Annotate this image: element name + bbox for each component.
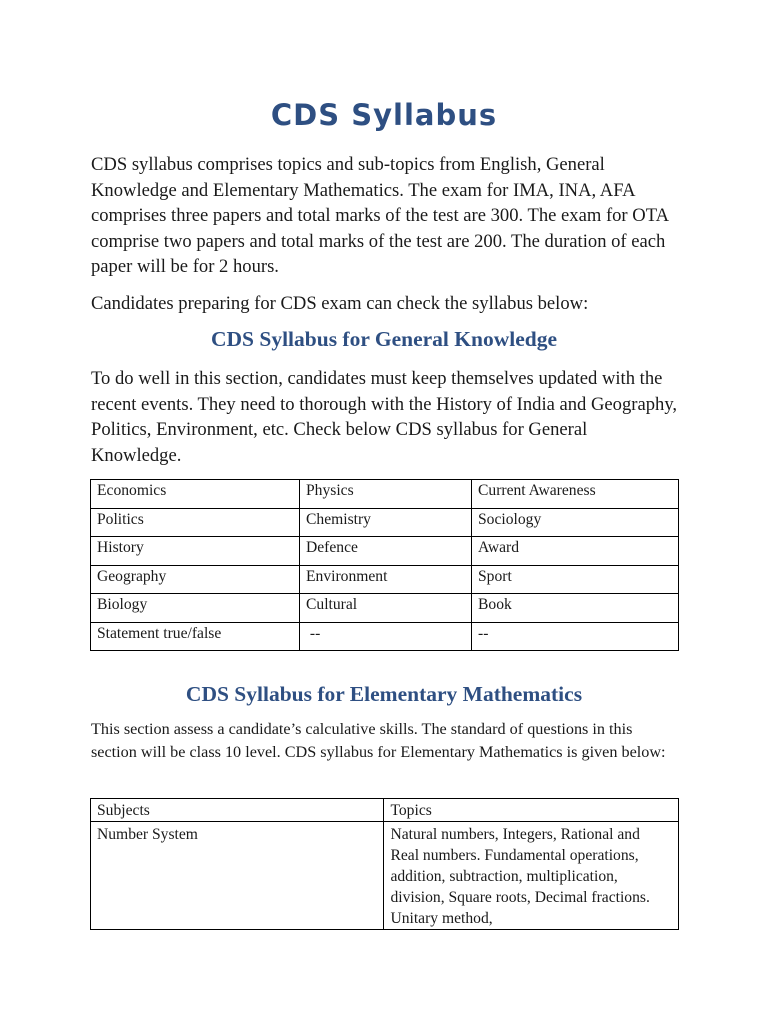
table-cell: Cultural: [300, 594, 472, 623]
table-row: [91, 594, 679, 623]
table-header-cell: Subjects: [91, 799, 384, 822]
gk-section-paragraph: To do well in this section, candidates must keep themselves updated with the recent events. They need to thorough with the History of India and Geography, Politics, Environment, etc. Check below CDS syllabus for General Knowledge.: [91, 368, 678, 466]
table-cell: --: [472, 622, 679, 651]
table-cell: Statement true/false: [91, 622, 300, 651]
table-row: [91, 565, 679, 594]
gk-section-heading: CDS Syllabus for General Knowledge: [210, 327, 557, 351]
table-cell: Defence: [300, 537, 472, 566]
table-cell: Natural numbers, Integers, Rational and Real numbers. Fundamental operations, addition, subtraction, multiplication, division, Square roots, Decimal fractions. Unitary method,: [384, 822, 679, 930]
table-cell: Number System: [91, 822, 384, 930]
table-row: [91, 480, 679, 509]
table-cell: Sociology: [472, 508, 679, 537]
math-section-heading: CDS Syllabus for Elementary Mathematics: [185, 682, 583, 706]
table-row: [91, 508, 679, 537]
table-cell: History: [91, 537, 300, 566]
table-cell: Politics: [91, 508, 300, 537]
intro-paragraph: CDS syllabus comprises topics and sub-topics from English, General Knowledge and Elementary Mathematics. The exam for IMA, INA, AFA comprises three papers and total marks of the test are 300. The exam for OTA comprise two papers and total marks of the test are 200. The duration of each paper will be for 2 hours.: [91, 154, 668, 277]
table-cell: Economics: [91, 480, 300, 509]
math-section-paragraph: This section assess a candidate’s calculative skills. The standard of questions in this section will be class 10 level. CDS syllabus for Elementary Mathematics is given below:: [91, 720, 666, 761]
table-cell: Chemistry: [300, 508, 472, 537]
gk-topics-table: [90, 479, 679, 651]
table-cell: Current Awareness: [472, 480, 679, 509]
table-header-cell: Topics: [384, 799, 679, 822]
table-row: [91, 822, 679, 930]
math-topics-table: [90, 798, 679, 930]
table-cell: --: [300, 622, 472, 651]
table-cell: Biology: [91, 594, 300, 623]
table-row: [91, 537, 679, 566]
table-cell: Book: [472, 594, 679, 623]
table-cell: Award: [472, 537, 679, 566]
table-cell: Geography: [91, 565, 300, 594]
table-row: [91, 622, 679, 651]
table-cell: Environment: [300, 565, 472, 594]
intro-line: Candidates preparing for CDS exam can check the syllabus below:: [91, 293, 589, 314]
table-cell: Sport: [472, 565, 679, 594]
page-title: CDS Syllabus: [270, 98, 498, 132]
table-header-row: [91, 799, 679, 822]
table-cell: Physics: [300, 480, 472, 509]
